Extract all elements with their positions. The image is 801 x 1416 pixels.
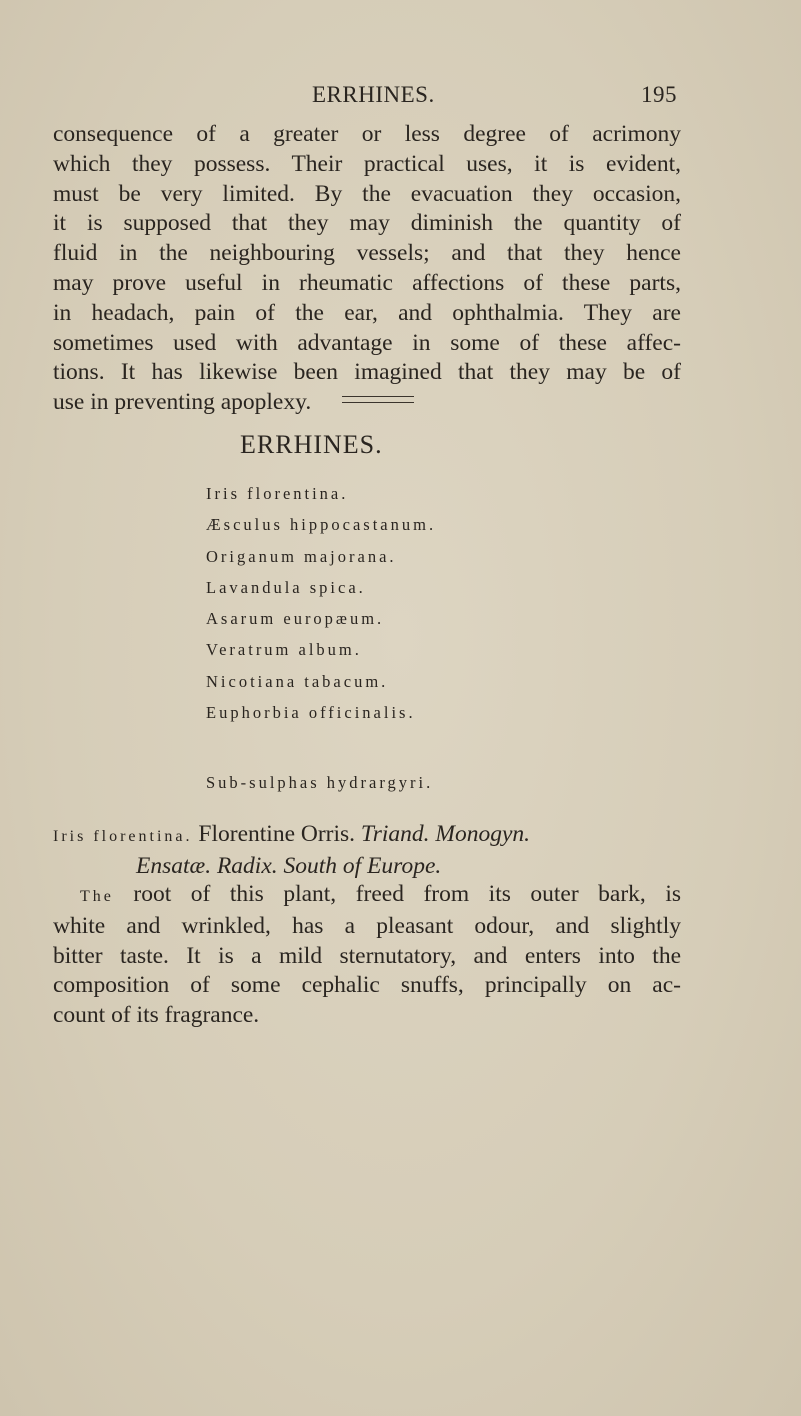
drug-list-item: Veratrum album.: [206, 640, 362, 660]
entry-common-name: Florentine Orris.: [198, 821, 356, 847]
paragraph-line: fluid in the neighbouring vessels; and that they hence: [53, 240, 681, 267]
paragraph-line: may prove useful in rheumatic affections of these parts,: [53, 269, 681, 296]
drug-list-item: Euphorbia officinalis.: [206, 703, 416, 723]
paragraph-line: composition of some cephalic snuffs, principally on ac-: [53, 972, 681, 999]
drug-list: [206, 478, 436, 728]
paragraph-line: [53, 880, 681, 912]
entry-heading: [53, 820, 693, 882]
paragraph-line: must be very limited. By the evacuation they occasion,: [53, 180, 681, 207]
section-heading: ERRHINES.: [240, 430, 383, 459]
drug-list-item: Iris florentina.: [206, 484, 349, 503]
paragraph-line: count of its fragrance.: [53, 1002, 260, 1029]
paragraph-line: it is supposed that they may diminish the quantity of: [53, 210, 681, 237]
page-number: 195: [641, 82, 677, 107]
description-lead: The: [80, 888, 114, 905]
paragraph-line: which they possess. Their practical uses, it is evident,: [53, 150, 681, 177]
section-divider: [342, 396, 414, 403]
paragraph-line: bitter taste. It is a mild sternutatory, and enters into the: [53, 942, 681, 969]
paragraph-line: use in preventing apoplexy.: [53, 389, 312, 416]
entry-order-part-origin: Ensatæ. Radix. South of Europe.: [136, 852, 442, 879]
entry-description: [53, 880, 681, 1031]
drug-list-item: Æsculus hippocastanum.: [206, 515, 437, 535]
paragraph-line: consequence of a greater or less degree of acrimony: [53, 121, 681, 147]
entry-classification: Triand. Monogyn.: [360, 821, 531, 847]
running-title: ERRHINES.: [312, 82, 435, 107]
drug-list-extra-item: Sub-sulphas hydrargyri.: [206, 773, 434, 792]
paragraph-line: tions. It has likewise been imagined that they may be of: [53, 359, 681, 386]
drug-list-item: Origanum majorana.: [206, 546, 397, 566]
paragraph-line: in headach, pain of the ear, and ophthalmia. They are: [53, 299, 681, 326]
running-head: [312, 78, 677, 112]
drug-list-item: Asarum europæum.: [206, 609, 385, 629]
paragraph-line: white and wrinkled, has a pleasant odour, and slightly: [53, 912, 681, 939]
paragraph-line: sometimes used with advantage in some of these affec-: [53, 329, 681, 356]
drug-list-item: Nicotiana tabacum.: [206, 671, 389, 691]
entry-name: Iris florentina.: [53, 828, 193, 845]
intro-paragraph: [53, 120, 681, 418]
drug-list-item: Lavandula spica.: [206, 577, 366, 597]
paragraph-line-text: root of this plant, freed from its outer bark, is: [113, 881, 681, 907]
